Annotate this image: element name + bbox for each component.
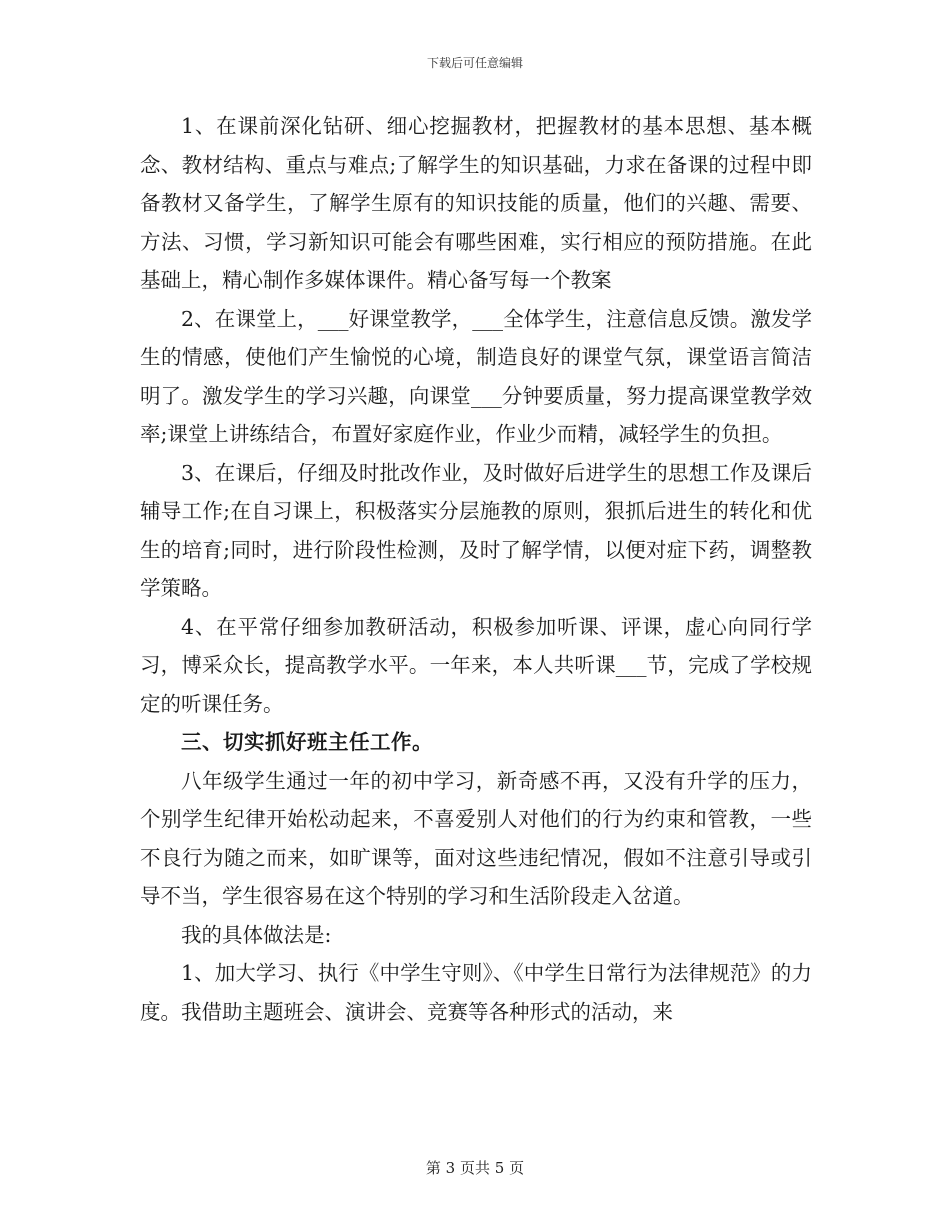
paragraph-classroom: 2、在课堂上，___好课堂教学，___全体学生，注意信息反馈。激发学生的情感，使他们产生愉悦的心境，制造良好的课堂气氛，课堂语言简洁明了。激发学生的学习兴趣，向课堂___分钟要质量，努力提高课堂教学效率;课堂上讲练结合，布置好家庭作业，作业少而精，减轻学生的负担。 xyxy=(140,306,812,446)
paragraph-methods-intro: 我的具体做法是: xyxy=(181,922,332,947)
paragraph-prep: 1、在课前深化钻研、细心挖掘教材，把握教材的基本思想、基本概念、教材结构、重点与难点;了解学生的知识基础，力求在备课的过程中即备教材又备学生，了解学生原有的知识技能的质量，他们的兴趣、需要、方法、习惯，学习新知识可能会有哪些困难，实行相应的预防措施。在此基础上，精心制作多媒体课件。精心备写每一个教案 xyxy=(140,114,812,292)
section-heading: 三、切实抓好班主任工作。 xyxy=(181,730,433,754)
paragraph-after-class: 3、在课后，仔细及时批改作业，及时做好后进学生的思想工作及课后辅导工作;在自习课上，积极落实分层施教的原则，狠抓后进生的转化和优生的培育;同时，进行阶段性检测，及时了解学情，以便对症下药，调整教学策略。 xyxy=(140,460,812,600)
paragraph-research: 4、在平常仔细参加教研活动，积极参加听课、评课，虚心向同行学习，博采众长，提高教学水平。一年来，本人共听课___节，完成了学校规定的听课任务。 xyxy=(140,614,812,716)
paragraph-method-1: 1、加大学习、执行《中学生守则》、《中学生日常行为法律规范》的力度。我借助主题班会、演讲会、竞赛等各种形式的活动，来 xyxy=(140,961,812,1024)
page-footer: 第 3 页共 5 页 xyxy=(425,1159,525,1177)
page-header: 下载后可任意编辑 xyxy=(426,56,523,70)
document-body xyxy=(140,107,812,1031)
paragraph-grade8: 八年级学生通过一年的初中学习，新奇感不再，又没有升学的压力，个别学生纪律开始松动起来，不喜爱别人对他们的行为约束和管教，一些不良行为随之而来，如旷课等，面对这些违纪情况，假如不注意引导或引导不当，学生很容易在这个特别的学习和生活阶段走入岔道。 xyxy=(140,768,812,908)
